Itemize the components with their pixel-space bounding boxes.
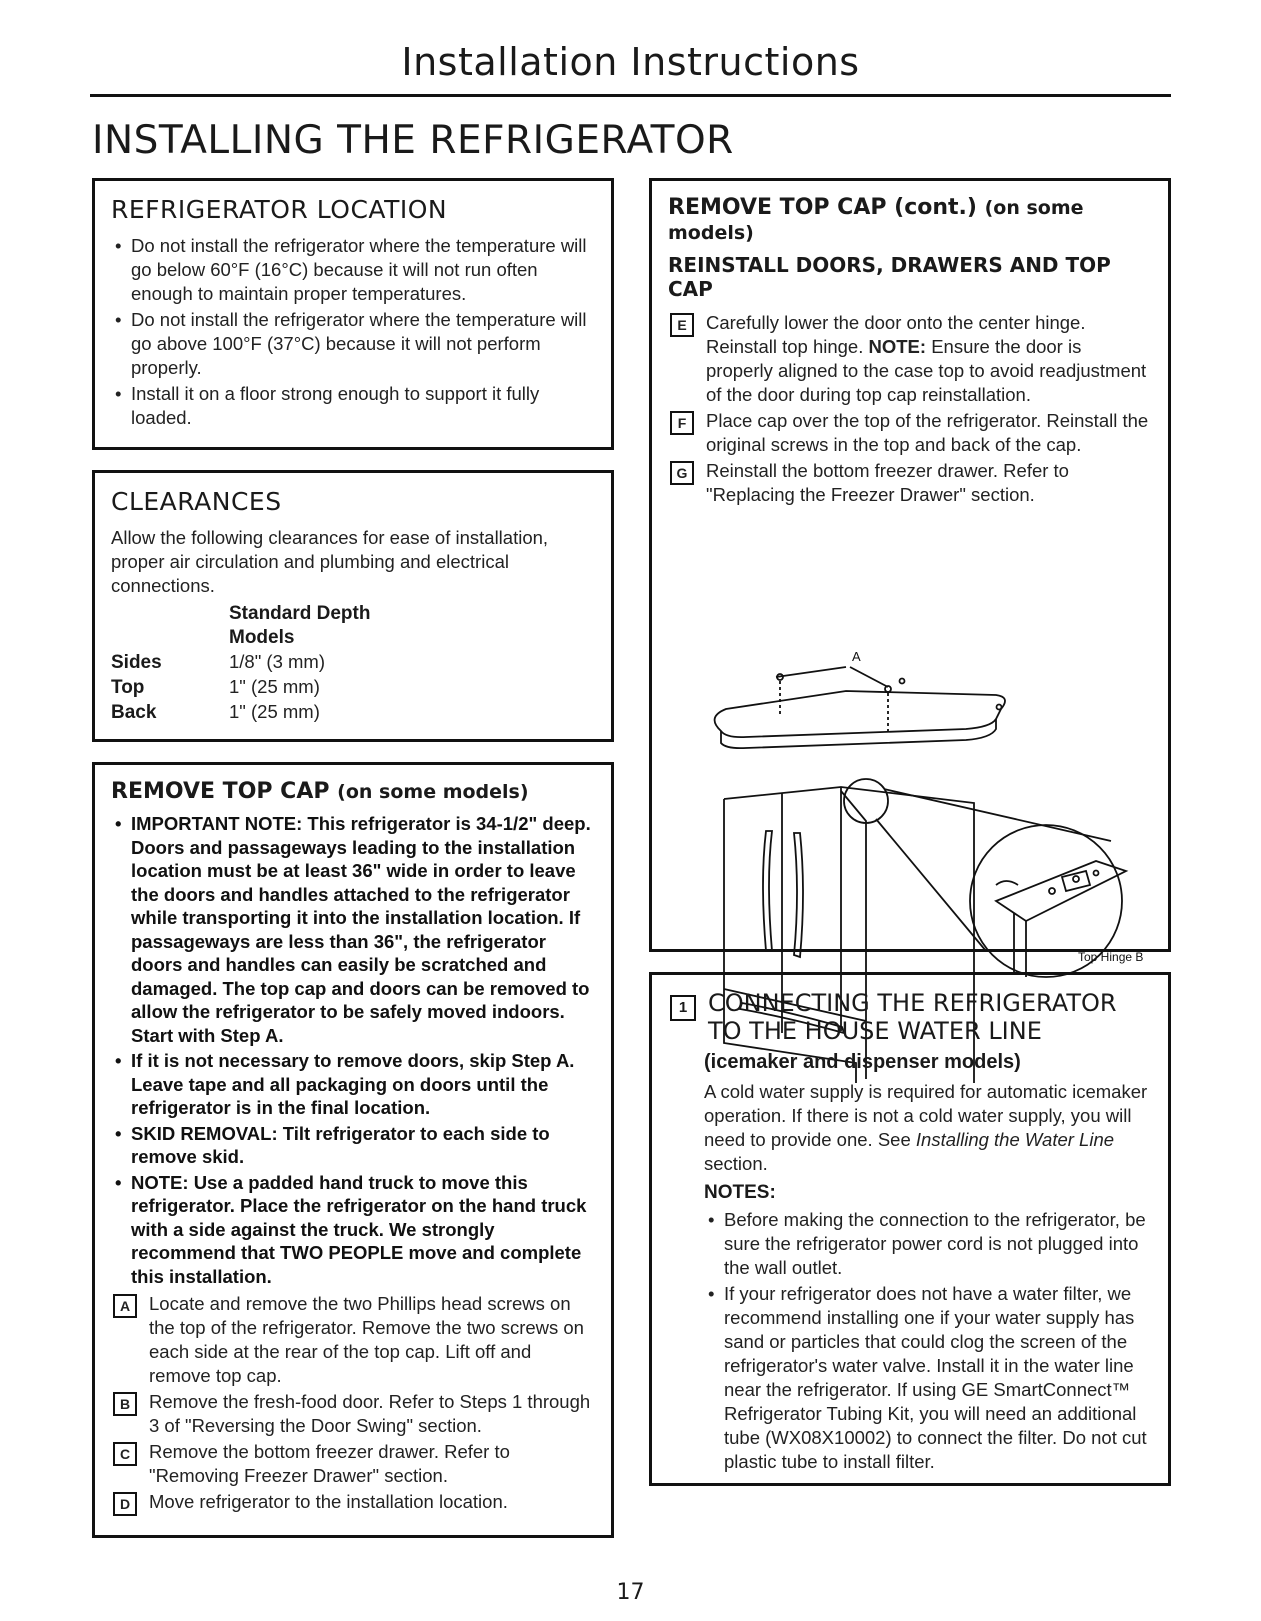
remove-top-cap-bullets (111, 812, 595, 1288)
reinstall-steps (668, 311, 1152, 507)
door-handle-right (794, 833, 803, 957)
step-b (111, 1390, 595, 1438)
cont-title-suffix: (on some models) (668, 197, 1084, 244)
figure-label-top-hinge: Top Hinge B (1078, 950, 1144, 964)
cont-title-main: REMOVE TOP CAP (cont.) (668, 195, 977, 220)
clearance-label: Back (111, 702, 157, 723)
remove-top-cap-box (92, 762, 614, 1538)
refrigerator-top-cap-illustration (666, 481, 1156, 964)
remove-top-cap-bullet: • NOTE: Use a padded hand truck to move this refrigerator. Place the refrigerator on the hand truck with a side against the truck. We strongly recommend that TWO PEOPLE move and complete this installation. (111, 1171, 595, 1289)
section-title: INSTALLING THE REFRIGERATOR (92, 118, 734, 163)
page-number: 17 (616, 1580, 645, 1605)
step-text: Remove the bottom freezer drawer. Refer to "Removing Freezer Drawer" section. (149, 1441, 510, 1486)
step-number-badge: 1 (670, 995, 696, 1021)
step-letter-badge: A (113, 1294, 137, 1318)
note-label: NOTE: (868, 336, 927, 357)
step-letter-badge: F (670, 411, 694, 435)
figure-label-a: A (852, 649, 861, 664)
step-letter-badge: C (113, 1442, 137, 1466)
page-header: Installation Instructions (401, 40, 860, 84)
remove-top-cap-title-main: REMOVE TOP CAP (111, 779, 330, 804)
step-e (668, 311, 1152, 407)
water-line-heading (668, 989, 1152, 1045)
remove-top-cap-bullet: • IMPORTANT NOTE: This refrigerator is 34-1/2" deep. Doors and passageways leading to the installation location must be at least 36" wide in order to leave the doors and handles attached to the refrigerator while transporting it into the installation location. If passageways are less than 36", the refrigerator doors and handles can easily be scratched and damaged. The top cap and doors can be removed to allow the refrigerator to be safely moved indoors. Start with Step A. (111, 812, 595, 1047)
step-a (111, 1292, 595, 1388)
step-c (111, 1440, 595, 1488)
remove-top-cap-cont-box (649, 178, 1171, 964)
remove-top-cap-title (111, 779, 595, 804)
clearance-label: Top (111, 677, 145, 698)
step-text-part: Carefully lower the door onto the center hinge. Reinstall top hinge. (706, 312, 1086, 357)
water-line-note: • If your refrigerator does not have a water filter, we recommend installing one if your water supply has sand or particles that could clog the screen of the refrigerator's water valve. Install it in the water line near the refrigerator. If using GE SmartConnect™ Refrigerator Tubing Kit, you will need an additional tube (WX08X10002) to connect the filter. Do not cut plastic tube to install filter. (704, 1282, 1152, 1474)
step-letter-badge: G (670, 461, 694, 485)
intro-text: section. (704, 1153, 768, 1174)
step-text: Locate and remove the two Phillips head screws on the top of the refrigerator. Remove the two screws on each side at the rear of the top cap. Lift off and remove top cap. (149, 1293, 584, 1386)
remove-top-cap-title-suffix: (on some models) (337, 781, 529, 803)
location-list (111, 234, 595, 430)
clearances-column-header (111, 602, 595, 650)
location-bullet: • Do not install the refrigerator where the temperature will go above 100°F (37°C) because it will not perform properly. (111, 308, 595, 380)
clearance-value: 1" (25 mm) (229, 676, 320, 697)
clearance-row (111, 675, 595, 700)
clearance-row (111, 650, 595, 675)
step-text: Move refrigerator to the installation location. (149, 1491, 508, 1512)
reinstall-subtitle: REINSTALL DOORS, DRAWERS AND TOP CAP (668, 253, 1111, 301)
step-f (668, 409, 1152, 457)
clearances-title: CLEARANCES (111, 487, 282, 516)
step-text: Remove the fresh-food door. Refer to Steps 1 through 3 of "Reversing the Door Swing" section. (149, 1391, 591, 1436)
water-line-intro (704, 1080, 1152, 1176)
clearance-value: 1" (25 mm) (229, 701, 320, 722)
intro-text: A cold water supply is required for automatic icemaker operation. If there is not a cold water supply, you will need to provide one. See (704, 1081, 1148, 1150)
clearances-box (92, 470, 614, 742)
water-line-title-2: TO THE HOUSE WATER LINE (708, 1017, 1042, 1045)
step-d (111, 1490, 595, 1516)
step-text (706, 311, 1152, 407)
door-handle-left (763, 831, 772, 951)
clearance-value: 1/8" (3 mm) (229, 651, 325, 672)
step-text: Reinstall the bottom freezer drawer. Refer to "Replacing the Freezer Drawer" section. (706, 460, 1069, 505)
location-title: REFRIGERATOR LOCATION (111, 195, 448, 224)
step-text-part: Ensure the door is properly aligned to the case top to avoid readjustment of the door during top cap reinstallation. (706, 336, 1147, 405)
remove-top-cap-bullet: • SKID REMOVAL: Tilt refrigerator to each side to remove skid. (111, 1122, 595, 1169)
location-bullet: • Do not install the refrigerator where the temperature will go below 60°F (16°C) because it will not run often enough to maintain proper temperatures. (111, 234, 595, 306)
step-letter-badge: E (670, 313, 694, 337)
step-letter-badge: D (113, 1492, 137, 1516)
clearance-row (111, 700, 595, 725)
remove-top-cap-bullet: • If it is not necessary to remove doors, skip Step A. Leave tape and all packaging on doors until the refrigerator is in the final location. (111, 1049, 595, 1120)
water-line-notes (704, 1208, 1152, 1474)
step-text: Place cap over the top of the refrigerator. Reinstall the original screws in the top and back of the cap. (706, 410, 1149, 455)
clearance-label: Sides (111, 652, 162, 673)
water-line-subtitle: (icemaker and dispenser models) (704, 1051, 1021, 1073)
header-rule (90, 94, 1171, 97)
remove-top-cap-cont-title (668, 195, 1152, 245)
location-bullet: • Install it on a floor strong enough to support it fully loaded. (111, 382, 595, 430)
water-line-box (649, 972, 1171, 1486)
notes-label: NOTES: (704, 1182, 776, 1203)
column-header-line: Standard Depth (229, 603, 371, 624)
water-line-title-1: CONNECTING THE REFRIGERATOR (708, 989, 1117, 1017)
remove-top-cap-steps (111, 1292, 595, 1516)
step-letter-badge: B (113, 1392, 137, 1416)
top-cap-shape (715, 691, 1005, 737)
clearances-intro: Allow the following clearances for ease of installation, proper air circulation and plumbing and electrical connections. (111, 527, 549, 596)
intro-reference: Installing the Water Line (915, 1129, 1115, 1150)
location-box (92, 178, 614, 450)
column-header-line: Models (229, 627, 295, 648)
water-line-note: • Before making the connection to the refrigerator, be sure the refrigerator power cord is not plugged into the wall outlet. (704, 1208, 1152, 1280)
